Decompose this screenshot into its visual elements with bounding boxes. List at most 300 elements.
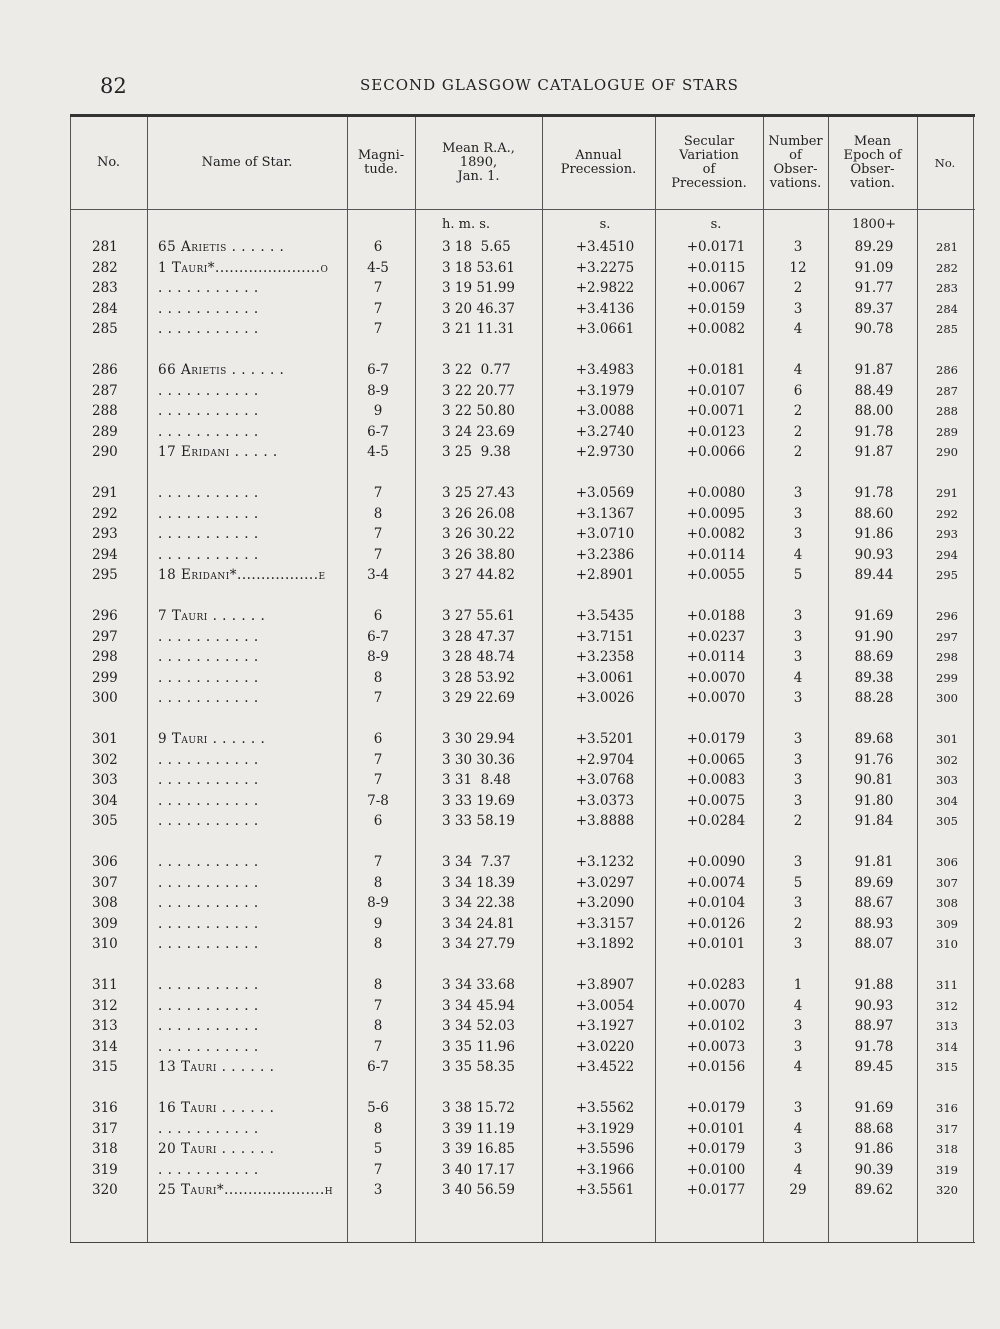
cell-number-observations: 6: [793, 382, 803, 399]
cell-mean-ra: 3 39 16.85: [442, 1141, 515, 1158]
cell-mean-ra: 3 34 52.03: [442, 1018, 515, 1035]
cell-mean-epoch: 91.84: [854, 813, 894, 830]
cell-star-name: . . . . . . . . . . .: [158, 792, 259, 809]
cell-star-name: . . . . . . . . . . .: [158, 321, 259, 338]
cell-star-name: . . . . . . . . . . .: [158, 854, 259, 870]
table-row: [70, 668, 975, 688]
cell-secular-variation: +0.0107: [686, 382, 746, 399]
cell-magnitude: 3: [373, 1182, 383, 1199]
cell-star-name: . . . . . . . . . . .: [158, 669, 259, 686]
cell-number: 315: [92, 1059, 118, 1076]
cell-mean-ra: 3 34 18.39: [442, 874, 515, 891]
cell-secular-variation: +0.0171: [686, 239, 746, 255]
cell-star-name: 13 Tauri . . . . . .: [158, 1059, 275, 1076]
cell-number: 313: [92, 1018, 118, 1035]
cell-star-name: 65 Arietis . . . . . .: [158, 239, 285, 255]
cell-mean-ra: 3 25 9.38: [442, 444, 511, 461]
cell-mean-epoch: 91.78: [854, 423, 894, 440]
cell-mean-ra: 3 40 56.59: [442, 1182, 515, 1199]
cell-star-name: 9 Tauri . . . . . .: [158, 731, 266, 747]
cell-annual-precession: +3.4983: [575, 362, 635, 378]
table-row: [70, 770, 975, 790]
cell-number-right: 294: [936, 547, 958, 562]
table-row: [70, 565, 975, 585]
cell-star-name: . . . . . . . . . . .: [158, 813, 259, 830]
table-row: [70, 422, 975, 442]
cell-star-name: . . . . . . . . . . .: [158, 874, 259, 891]
cell-number-observations: 2: [793, 813, 803, 830]
units-precession: s.: [599, 217, 611, 232]
cell-secular-variation: +0.0082: [686, 526, 746, 543]
cell-star-name: . . . . . . . . . . .: [158, 977, 259, 993]
cell-mean-ra: 3 22 20.77: [442, 382, 515, 399]
table-row: [70, 852, 975, 872]
cell-star-name: 66 Arietis . . . . . .: [158, 362, 285, 378]
cell-star-name: . . . . . . . . . . .: [158, 997, 259, 1014]
cell-mean-epoch: 90.81: [854, 772, 894, 789]
table-row: [70, 996, 975, 1016]
cell-mean-epoch: 89.69: [854, 874, 894, 891]
cell-number-right: 292: [936, 506, 958, 521]
cell-number-observations: 3: [793, 1018, 803, 1035]
cell-magnitude: 8: [373, 1120, 383, 1137]
cell-annual-precession: +3.0373: [575, 792, 635, 809]
cell-number: 304: [92, 792, 118, 809]
cell-star-name: 18 Eridani*.................ε: [158, 567, 326, 584]
cell-annual-precession: +3.0569: [575, 485, 635, 501]
cell-number: 314: [92, 1038, 118, 1055]
table-row: [70, 1139, 975, 1159]
header-magnitude: Magni- tude.: [357, 148, 405, 177]
cell-number-right: 308: [936, 896, 958, 911]
cell-star-name: . . . . . . . . . . .: [158, 485, 259, 501]
table-row: [70, 811, 975, 831]
cell-star-name: 17 Eridani . . . . .: [158, 444, 278, 461]
cell-star-name: . . . . . . . . . . .: [158, 526, 259, 543]
cell-number-right: 304: [936, 793, 958, 808]
table-row: [70, 1180, 975, 1200]
cell-mean-epoch: 88.49: [854, 382, 894, 399]
cell-number-right: 315: [936, 1060, 958, 1075]
cell-magnitude: 7: [373, 997, 383, 1014]
cell-mean-epoch: 89.45: [854, 1059, 894, 1076]
cell-mean-ra: 3 22 50.80: [442, 403, 515, 420]
cell-secular-variation: +0.0101: [686, 1120, 746, 1137]
cell-magnitude: 6: [373, 731, 383, 747]
cell-number-observations: 4: [793, 997, 803, 1014]
cell-star-name: 16 Tauri . . . . . .: [158, 1100, 275, 1116]
table-row: [70, 688, 975, 708]
cell-mean-epoch: 88.67: [854, 895, 894, 912]
cell-star-name: . . . . . . . . . . .: [158, 1038, 259, 1055]
cell-number-right: 289: [936, 424, 958, 439]
cell-number-right: 311: [936, 978, 958, 992]
cell-number-observations: 1: [793, 977, 803, 993]
cell-annual-precession: +3.4510: [575, 239, 635, 255]
cell-secular-variation: +0.0104: [686, 895, 746, 912]
cell-magnitude: 8-9: [367, 895, 389, 912]
cell-magnitude: 5: [373, 1141, 383, 1158]
cell-number: 287: [92, 382, 118, 399]
cell-annual-precession: +3.0088: [575, 403, 635, 420]
cell-secular-variation: +0.0082: [686, 321, 746, 338]
cell-number: 316: [92, 1100, 118, 1116]
cell-annual-precession: +3.5435: [575, 608, 635, 624]
table-row: [70, 750, 975, 770]
cell-secular-variation: +0.0065: [686, 751, 746, 768]
cell-mean-epoch: 88.60: [854, 505, 894, 522]
cell-number: 295: [92, 567, 118, 584]
cell-mean-ra: 3 34 22.38: [442, 895, 515, 912]
cell-secular-variation: +0.0177: [686, 1182, 746, 1199]
table-row: [70, 1119, 975, 1139]
cell-mean-epoch: 88.69: [854, 649, 894, 666]
cell-star-name: . . . . . . . . . . .: [158, 546, 259, 563]
cell-magnitude: 6-7: [367, 1059, 389, 1076]
cell-number-observations: 2: [793, 403, 803, 420]
cell-number-right: 293: [936, 527, 958, 542]
cell-number: 284: [92, 300, 118, 317]
cell-star-name: . . . . . . . . . . .: [158, 382, 259, 399]
cell-number-right: 310: [936, 937, 958, 952]
cell-magnitude: 7: [373, 772, 383, 789]
cell-number: 310: [92, 936, 118, 953]
cell-mean-ra: 3 27 55.61: [442, 608, 515, 624]
cell-mean-epoch: 89.29: [854, 239, 894, 255]
cell-number: 298: [92, 649, 118, 666]
cell-mean-epoch: 90.39: [854, 1161, 894, 1178]
cell-number: 289: [92, 423, 118, 440]
cell-annual-precession: +2.8901: [575, 567, 635, 584]
cell-magnitude: 9: [373, 403, 383, 420]
cell-number: 297: [92, 628, 118, 645]
cell-annual-precession: +3.1966: [575, 1161, 635, 1178]
table-row: [70, 647, 975, 667]
table-row: [70, 360, 975, 380]
cell-number-observations: 3: [793, 1141, 803, 1158]
cell-number-right: 298: [936, 650, 958, 665]
cell-star-name: . . . . . . . . . . .: [158, 690, 259, 707]
cell-mean-ra: 3 30 29.94: [442, 731, 515, 747]
cell-annual-precession: +3.0026: [575, 690, 635, 707]
cell-secular-variation: +0.0126: [686, 915, 746, 932]
cell-annual-precession: +3.5596: [575, 1141, 635, 1158]
cell-number-right: 282: [936, 260, 958, 275]
cell-magnitude: 6-7: [367, 362, 389, 378]
header-mean-epoch: Mean Epoch of Obser- vation.: [843, 134, 902, 191]
cell-number-observations: 3: [793, 300, 803, 317]
cell-magnitude: 7: [373, 1038, 383, 1055]
cell-magnitude: 8: [373, 936, 383, 953]
cell-annual-precession: +3.0710: [575, 526, 635, 543]
cell-number: 300: [92, 690, 118, 707]
cell-number-right: 299: [936, 670, 958, 685]
cell-magnitude: 4-5: [367, 259, 389, 276]
cell-magnitude: 6-7: [367, 628, 389, 645]
table-row: [70, 975, 975, 995]
header-annual-precession: Annual Precession.: [560, 148, 637, 177]
table-row: [70, 483, 975, 503]
cell-number-right: 290: [936, 445, 958, 460]
table-row: [70, 1057, 975, 1077]
cell-mean-ra: 3 34 45.94: [442, 997, 515, 1014]
cell-number-right: 320: [936, 1183, 958, 1198]
cell-number-right: 318: [936, 1142, 958, 1157]
cell-mean-epoch: 88.28: [854, 690, 894, 707]
table-row: [70, 934, 975, 954]
table-row: [70, 606, 975, 626]
cell-mean-ra: 3 34 24.81: [442, 915, 515, 932]
cell-secular-variation: +0.0237: [686, 628, 746, 645]
cell-annual-precession: +3.5561: [575, 1182, 635, 1199]
cell-number: 311: [92, 977, 118, 993]
cell-mean-ra: 3 35 11.96: [442, 1038, 515, 1055]
cell-magnitude: 8: [373, 1018, 383, 1035]
cell-annual-precession: +3.4136: [575, 300, 635, 317]
cell-number-right: 309: [936, 916, 958, 931]
cell-mean-ra: 3 21 11.31: [442, 321, 515, 338]
cell-star-name: . . . . . . . . . . .: [158, 403, 259, 420]
cell-number: 281: [92, 239, 118, 255]
cell-secular-variation: +0.0067: [686, 280, 746, 297]
cell-number-observations: 3: [793, 1100, 803, 1116]
cell-number: 306: [92, 854, 118, 870]
cell-annual-precession: +3.0661: [575, 321, 635, 338]
cell-mean-epoch: 91.87: [854, 444, 894, 461]
cell-mean-epoch: 91.09: [854, 259, 894, 276]
cell-star-name: . . . . . . . . . . .: [158, 628, 259, 645]
cell-annual-precession: +3.0061: [575, 669, 635, 686]
cell-number-observations: 4: [793, 1161, 803, 1178]
cell-secular-variation: +0.0114: [686, 546, 746, 563]
cell-mean-ra: 3 30 30.36: [442, 751, 515, 768]
cell-mean-ra: 3 18 53.61: [442, 259, 515, 276]
cell-number-right: 284: [936, 301, 958, 316]
cell-number-observations: 2: [793, 915, 803, 932]
table-row: [70, 893, 975, 913]
table-row: [70, 791, 975, 811]
cell-secular-variation: +0.0070: [686, 669, 746, 686]
cell-mean-ra: 3 40 17.17: [442, 1161, 515, 1178]
cell-star-name: . . . . . . . . . . .: [158, 936, 259, 953]
cell-annual-precession: +3.8888: [575, 813, 635, 830]
cell-annual-precession: +3.2358: [575, 649, 635, 666]
page-number: 82: [100, 74, 127, 98]
cell-mean-ra: 3 29 22.69: [442, 690, 515, 707]
table-row: [70, 258, 975, 278]
cell-star-name: . . . . . . . . . . .: [158, 915, 259, 932]
cell-secular-variation: +0.0070: [686, 997, 746, 1014]
cell-number: 303: [92, 772, 118, 789]
cell-mean-ra: 3 33 58.19: [442, 813, 515, 830]
cell-secular-variation: +0.0123: [686, 423, 746, 440]
cell-number: 288: [92, 403, 118, 420]
cell-mean-epoch: 88.07: [854, 936, 894, 953]
cell-number-observations: 2: [793, 280, 803, 297]
cell-magnitude: 7: [373, 526, 383, 543]
cell-mean-ra: 3 28 48.74: [442, 649, 515, 666]
cell-magnitude: 6: [373, 813, 383, 830]
cell-number-observations: 3: [793, 690, 803, 707]
cell-number-observations: 3: [793, 649, 803, 666]
cell-secular-variation: +0.0055: [686, 567, 746, 584]
cell-number-observations: 3: [793, 239, 803, 255]
cell-star-name: . . . . . . . . . . .: [158, 300, 259, 317]
table-row: [70, 504, 975, 524]
cell-number: 318: [92, 1141, 118, 1158]
cell-annual-precession: +2.9730: [575, 444, 635, 461]
cell-magnitude: 4-5: [367, 444, 389, 461]
table-row: [70, 237, 975, 257]
cell-star-name: . . . . . . . . . . .: [158, 280, 259, 297]
cell-number-observations: 3: [793, 936, 803, 953]
cell-mean-ra: 3 28 47.37: [442, 628, 515, 645]
cell-secular-variation: +0.0156: [686, 1059, 746, 1076]
cell-mean-epoch: 91.78: [854, 485, 894, 501]
cell-magnitude: 7: [373, 280, 383, 297]
cell-mean-epoch: 88.93: [854, 915, 894, 932]
cell-magnitude: 7: [373, 321, 383, 338]
cell-mean-epoch: 88.97: [854, 1018, 894, 1035]
cell-secular-variation: +0.0101: [686, 936, 746, 953]
cell-number-observations: 3: [793, 1038, 803, 1055]
cell-number-right: 314: [936, 1039, 958, 1054]
cell-number-observations: 4: [793, 669, 803, 686]
cell-mean-epoch: 91.90: [854, 628, 894, 645]
cell-mean-ra: 3 34 7.37: [442, 854, 511, 870]
cell-mean-epoch: 91.86: [854, 526, 894, 543]
cell-star-name: . . . . . . . . . . .: [158, 1161, 259, 1178]
cell-magnitude: 6: [373, 239, 383, 255]
cell-magnitude: 8: [373, 874, 383, 891]
cell-mean-ra: 3 33 19.69: [442, 792, 515, 809]
cell-number-observations: 3: [793, 526, 803, 543]
cell-mean-ra: 3 26 26.08: [442, 505, 515, 522]
catalogue-table: [70, 114, 975, 1243]
cell-number: 320: [92, 1182, 118, 1199]
table-row: [70, 299, 975, 319]
cell-number-observations: 4: [793, 1120, 803, 1137]
cell-mean-epoch: 90.93: [854, 997, 894, 1014]
cell-number-observations: 12: [789, 259, 807, 276]
cell-mean-epoch: 91.88: [854, 977, 894, 993]
cell-secular-variation: +0.0070: [686, 690, 746, 707]
table-row: [70, 524, 975, 544]
cell-mean-ra: 3 22 0.77: [442, 362, 511, 378]
cell-magnitude: 9: [373, 915, 383, 932]
cell-secular-variation: +0.0179: [686, 731, 746, 747]
cell-number: 283: [92, 280, 118, 297]
cell-magnitude: 8: [373, 505, 383, 522]
table-row: [70, 381, 975, 401]
cell-secular-variation: +0.0075: [686, 792, 746, 809]
cell-number-observations: 3: [793, 608, 803, 624]
cell-number-observations: 3: [793, 792, 803, 809]
cell-annual-precession: +2.9704: [575, 751, 635, 768]
cell-annual-precession: +3.1232: [575, 854, 635, 870]
table-row: [70, 729, 975, 749]
cell-star-name: . . . . . . . . . . .: [158, 505, 259, 522]
cell-mean-ra: 3 39 11.19: [442, 1120, 515, 1137]
cell-number-observations: 3: [793, 731, 803, 747]
cell-star-name: . . . . . . . . . . .: [158, 751, 259, 768]
cell-number-right: 285: [936, 322, 958, 337]
cell-number-observations: 4: [793, 321, 803, 338]
cell-star-name: 7 Tauri . . . . . .: [158, 608, 266, 624]
cell-mean-epoch: 90.93: [854, 546, 894, 563]
cell-number: 305: [92, 813, 118, 830]
cell-magnitude: 7: [373, 300, 383, 317]
cell-magnitude: 8-9: [367, 382, 389, 399]
cell-magnitude: 6-7: [367, 423, 389, 440]
header-number-observations: Number of Obser- vations.: [768, 134, 823, 191]
cell-number-right: 283: [936, 281, 958, 296]
cell-number-right: 316: [936, 1101, 958, 1115]
cell-annual-precession: +3.0768: [575, 772, 635, 789]
cell-annual-precession: +3.2740: [575, 423, 635, 440]
cell-number-observations: 5: [793, 874, 803, 891]
cell-annual-precession: +3.3157: [575, 915, 635, 932]
cell-star-name: 25 Tauri*.....................η: [158, 1182, 334, 1199]
cell-mean-ra: 3 25 27.43: [442, 485, 515, 501]
cell-star-name: 20 Tauri . . . . . .: [158, 1141, 275, 1158]
cell-annual-precession: +3.1927: [575, 1018, 635, 1035]
cell-number-observations: 2: [793, 444, 803, 461]
cell-secular-variation: +0.0114: [686, 649, 746, 666]
cell-number-observations: 5: [793, 567, 803, 584]
cell-annual-precession: +3.2090: [575, 895, 635, 912]
cell-secular-variation: +0.0181: [686, 362, 746, 378]
cell-mean-ra: 3 26 30.22: [442, 526, 515, 543]
cell-number-observations: 4: [793, 546, 803, 563]
cell-number-right: 297: [936, 629, 958, 644]
cell-magnitude: 7: [373, 1161, 383, 1178]
cell-magnitude: 8: [373, 977, 383, 993]
cell-number-right: 287: [936, 383, 958, 398]
cell-number-right: 295: [936, 568, 958, 583]
table-row: [70, 1160, 975, 1180]
cell-mean-epoch: 88.68: [854, 1120, 894, 1137]
cell-number-right: 303: [936, 773, 958, 788]
cell-magnitude: 7: [373, 854, 383, 870]
running-head: SECOND GLASGOW CATALOGUE OF STARS: [360, 76, 739, 94]
cell-secular-variation: +0.0080: [686, 485, 746, 501]
cell-magnitude: 8: [373, 669, 383, 686]
table-row: [70, 545, 975, 565]
cell-number-right: 307: [936, 875, 958, 890]
cell-secular-variation: +0.0066: [686, 444, 746, 461]
cell-mean-epoch: 91.86: [854, 1141, 894, 1158]
table-row: [70, 319, 975, 339]
cell-star-name: . . . . . . . . . . .: [158, 649, 259, 666]
cell-mean-ra: 3 20 46.37: [442, 300, 515, 317]
table-row: [70, 1037, 975, 1057]
table-row: [70, 627, 975, 647]
cell-mean-ra: 3 19 51.99: [442, 280, 515, 297]
cell-magnitude: 3-4: [367, 567, 389, 584]
cell-secular-variation: +0.0100: [686, 1161, 746, 1178]
cell-mean-ra: 3 34 27.79: [442, 936, 515, 953]
cell-number: 302: [92, 751, 118, 768]
cell-number-observations: 3: [793, 505, 803, 522]
header-no: No.: [96, 155, 121, 170]
cell-number-right: 306: [936, 855, 958, 869]
cell-mean-epoch: 89.62: [854, 1182, 894, 1199]
cell-number: 317: [92, 1120, 118, 1137]
cell-magnitude: 6: [373, 608, 383, 624]
header-no-right: No.: [934, 156, 956, 170]
cell-number: 285: [92, 321, 118, 338]
